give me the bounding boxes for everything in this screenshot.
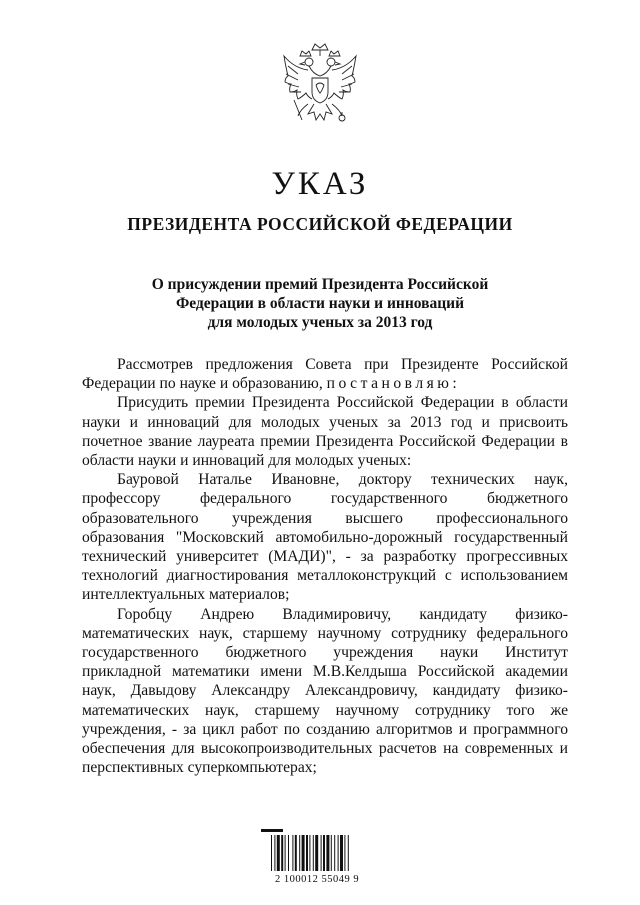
coat-of-arms-emblem-icon xyxy=(272,40,368,140)
body-line xyxy=(82,374,568,393)
body-line: учреждения, - за цикл работ по созданию алгоритмов и программного xyxy=(82,720,568,738)
resolution-keyword: постановляю: xyxy=(326,375,461,393)
body-line: науки и инноваций для молодых ученых за 2013 год и присвоить xyxy=(82,413,568,431)
body-line: наук, Давыдову Александру Александровичу, кандидату физико- xyxy=(82,682,568,700)
body-line: технический университет (МАДИ)", - за разработку прогрессивных xyxy=(82,548,568,566)
body-line: прикладной математики имени М.В.Келдыша Российской академии xyxy=(82,663,568,681)
decree-heading-line: О присуждении премий Президента Российской xyxy=(151,276,489,293)
body-line: Присудить премии Президента Российской Федерации в области xyxy=(117,394,568,412)
document-title: УКАЗ xyxy=(271,166,369,202)
body-line: профессору федерального государственного бюджетного xyxy=(82,490,568,508)
body-line: математических наук, старшему научному сотруднику федерального xyxy=(82,624,568,642)
body-line: государственного бюджетного учреждения науки Институт xyxy=(82,644,568,662)
decree-heading-line: для молодых ученых за 2013 год xyxy=(207,314,433,331)
barcode-icon xyxy=(257,827,377,873)
body-line: Горобцу Андрею Владимировичу, кандидату физико- xyxy=(117,605,568,623)
body-line-text: Федерации по науке и образованию, xyxy=(82,375,323,393)
body-line: интеллектуальных материалов; xyxy=(82,586,290,604)
body-line: перспективных суперкомпьютерах; xyxy=(82,759,317,777)
body-line: математических наук, старшему научному сотруднику того же xyxy=(82,701,568,719)
body-line: технологий диагностирования металлоконструкций с использованием xyxy=(82,567,568,585)
body-line: образования "Московский автомобильно-дорожный государственный xyxy=(82,528,568,546)
decree-heading xyxy=(100,275,540,332)
decree-heading-line: Федерации в области науки и инноваций xyxy=(175,295,465,312)
body-line: почетное звание лауреата премии Президента Российской Федерации в xyxy=(82,432,568,450)
decree-body xyxy=(82,355,568,777)
body-line: Бауровой Наталье Ивановне, доктору технических наук, xyxy=(117,471,568,489)
body-line: обеспечения для высокопроизводительных расчетов на современных и xyxy=(82,740,568,758)
body-line: образовательного учреждения высшего профессионального xyxy=(82,509,568,527)
document-subtitle: ПРЕЗИДЕНТА РОССИЙСКОЙ ФЕДЕРАЦИИ xyxy=(127,214,513,234)
barcode xyxy=(257,827,377,897)
body-line: Рассмотрев предложения Совета при Президенте Российской xyxy=(117,356,568,373)
barcode-number: 2 100012 55049 9 xyxy=(274,874,360,885)
body-line: области науки и инноваций для молодых ученых: xyxy=(82,452,412,470)
